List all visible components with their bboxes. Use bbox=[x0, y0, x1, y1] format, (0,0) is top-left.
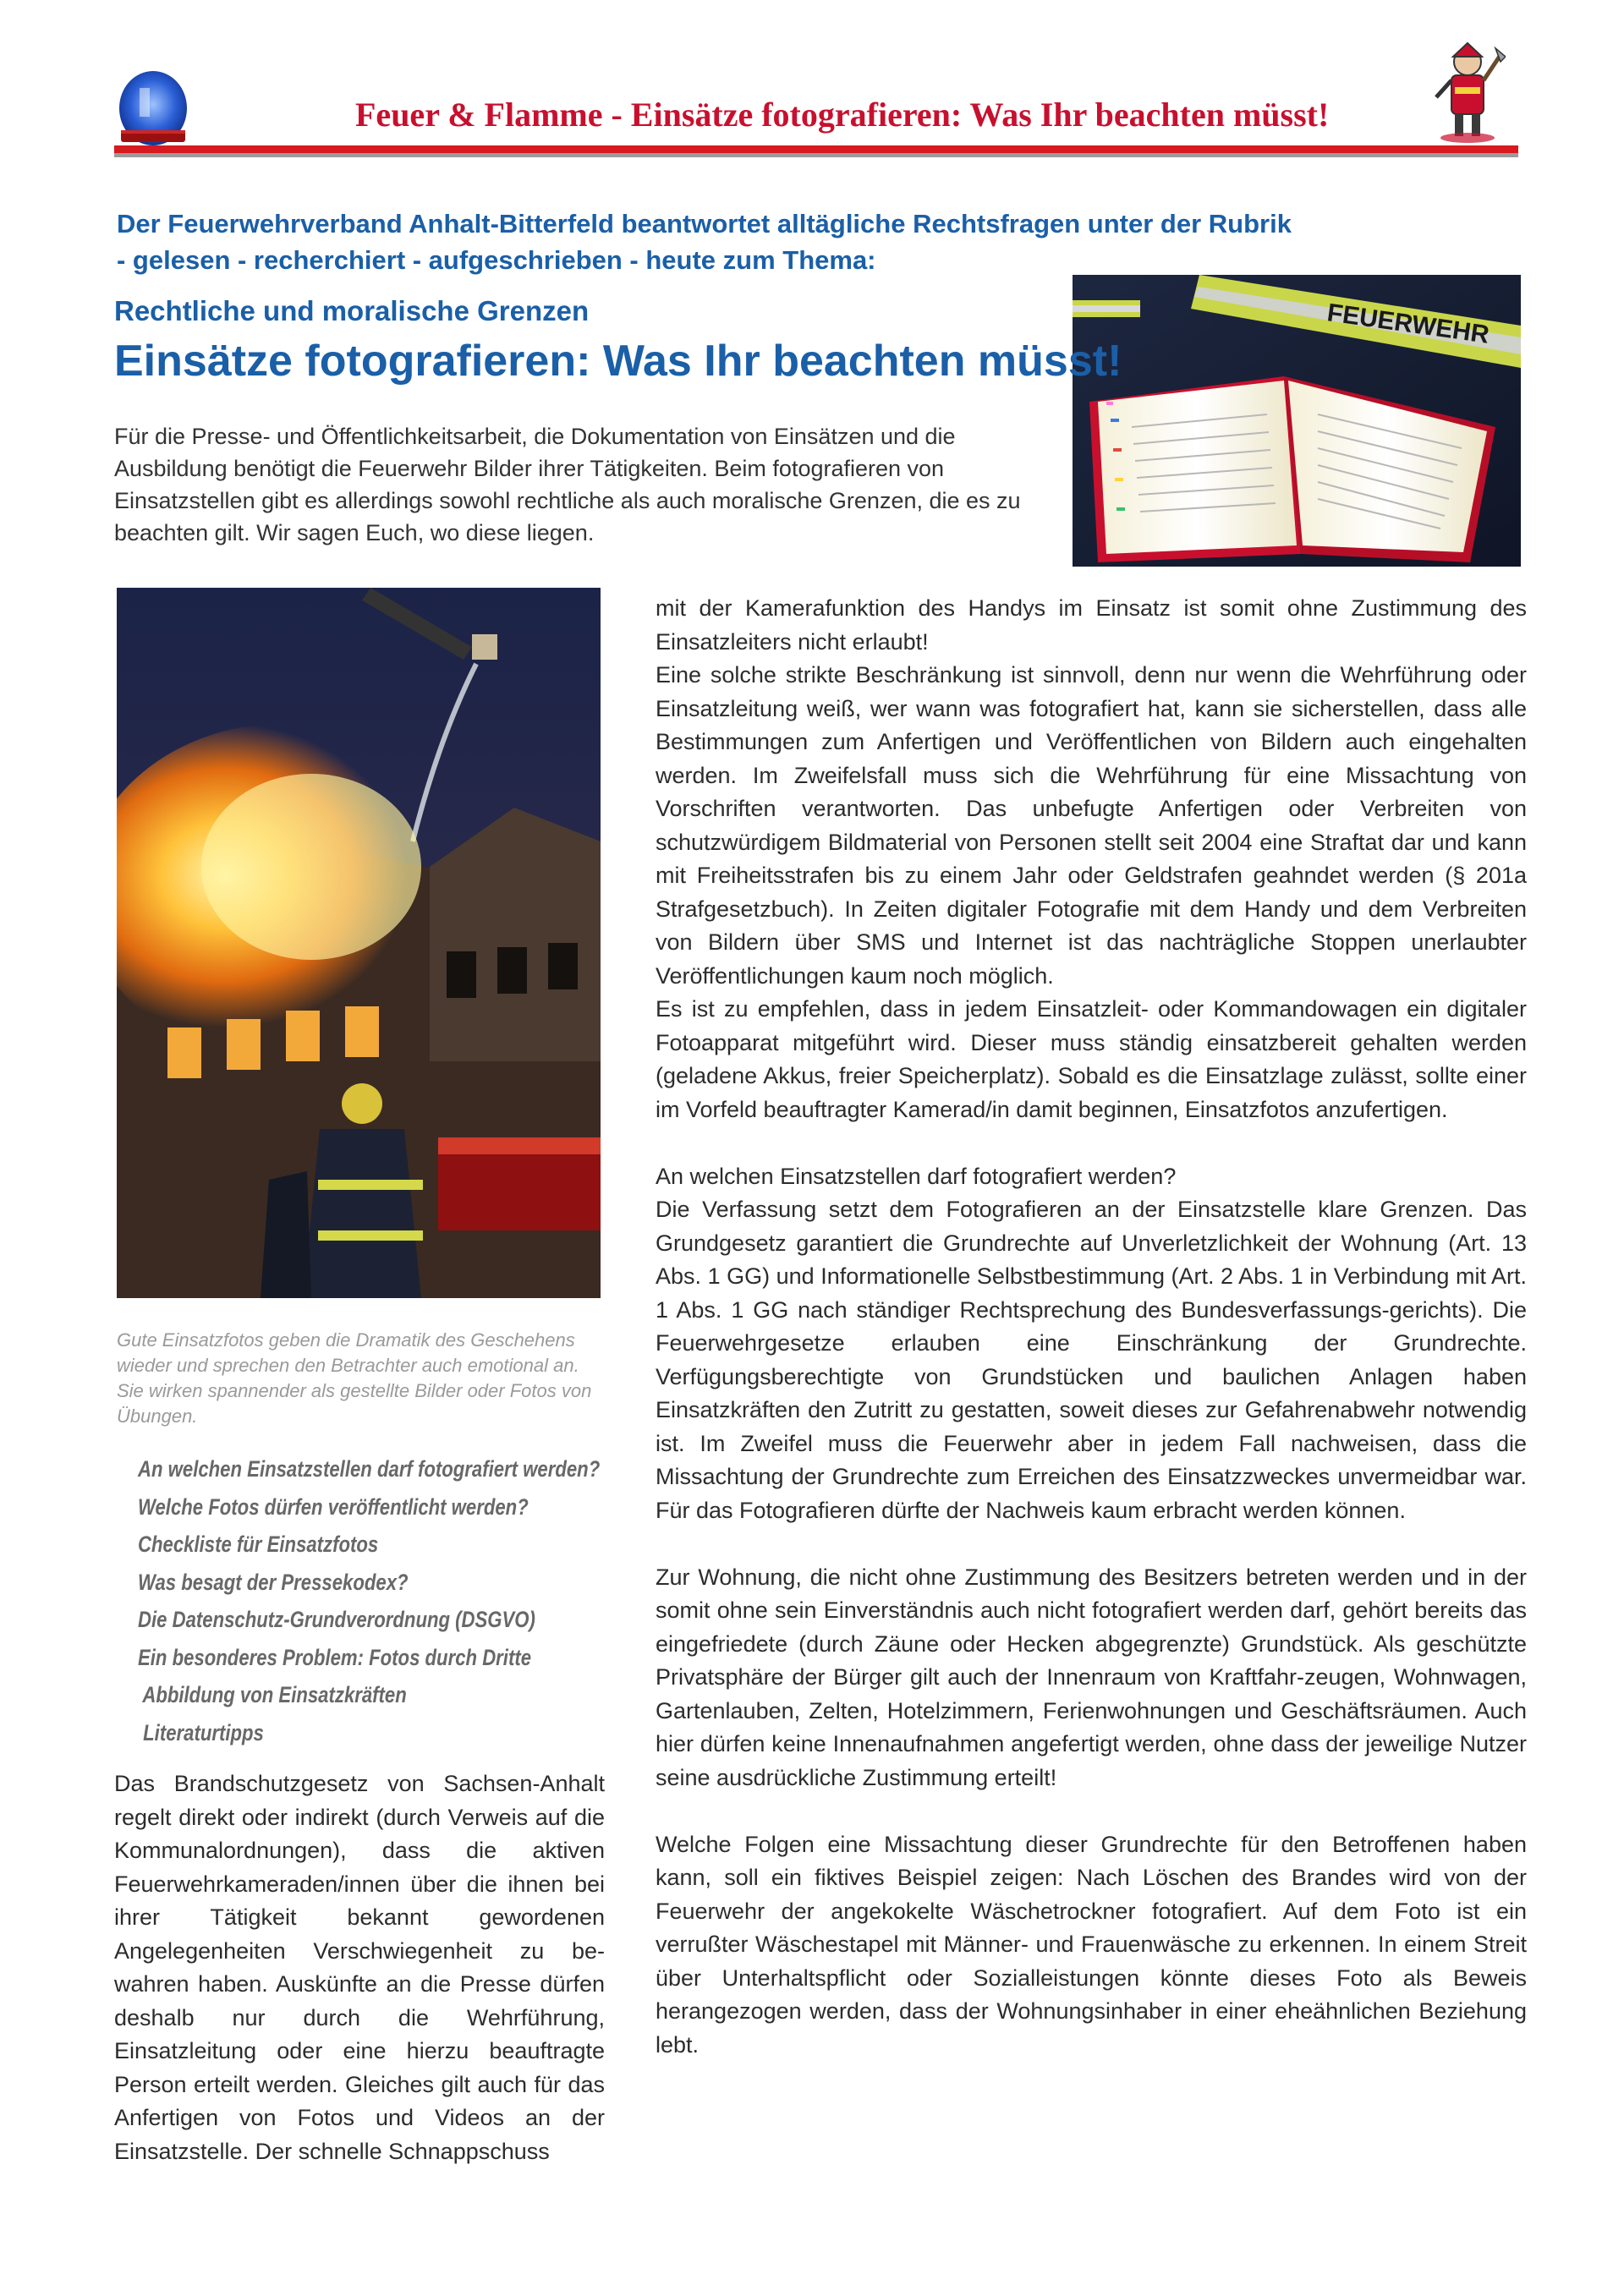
toc-item: Die Datenschutz-Grundverordnung (DSGVO) bbox=[138, 1607, 535, 1632]
toc-item: Literaturtipps bbox=[138, 1719, 264, 1745]
section-heading: An welchen Einsatzstellen darf fotografiert werden? bbox=[656, 1163, 1177, 1189]
right-paragraph-6: Welche Folgen eine Missachtung dieser Grundrechte für den Betroffenen haben kann, soll ein fiktives Beispiel zeigen: Nach Löschen des Brandes wird von der Feuerwehr der angekokelte Wäschetrockner fotografiert. Auf dem Foto ist ein verrußter Wäschestapel mit Männer- und Frauenwäsche zu erkennen. In einem Streit über Unterhaltspflicht oder Sozialleistungen könnte dieses Foto als Beweis herangezogen werden, dass der Wohnungsinhaber in einer eheähnlichen Beziehung lebt. bbox=[656, 1831, 1527, 2058]
header-title: Feuer & Flamme - Einsätze fotografieren: Was Ihr beachten müsst! bbox=[355, 96, 1330, 134]
uniform-law-book-photo bbox=[1073, 275, 1521, 567]
right-paragraph-5: Zur Wohnung, die nicht ohne Zustimmung des Besitzers betreten werden und in der somit ohne sein Einverständnis auch nicht fotografiert werden darf, gehört bereits das eingefriedete (durch Zäune oder Hecken abgegrenzte) Grundstück. Als geschützte Privatsphäre der Bürger gilt auch der Innenraum von Kraftfahr-zeugen, Wohnwagen, Gartenlauben, Zelten, Hotelzimmern, Ferienwohnungen und Geschäftsräumen. Auch hier dürfen keine Innenaufnahmen angefertigt werden, ohne dass der jeweilige Nutzer seine ausdrückliche Zustimmung erteilt! bbox=[656, 1564, 1527, 1790]
right-paragraph-1: mit der Kamerafunktion des Handys im Einsatz ist somit ohne Zustimmung des Einsatzleiters nicht erlaubt! bbox=[656, 595, 1527, 655]
table-of-contents bbox=[138, 1450, 645, 1751]
right-column-text bbox=[656, 592, 1527, 2062]
right-paragraph-3: Es ist zu empfehlen, dass in jedem Einsatzleit- oder Kommandowagen ein digitaler Fotoapparat mitgeführt wird. Dieser muss ständig einsatzbereit gehalten werden (geladene Akkus, freier Speicherplatz). Sobald es die Einsatzlage zulässt, sollte einer im Vorfeld beauftragter Kamerad/in damit beginnen, Einsatzfotos anzufertigen. bbox=[656, 996, 1527, 1122]
right-paragraph-4: Die Verfassung setzt dem Fotografieren an der Einsatzstelle klare Grenzen. Das Grundgesetz garantiert die Grundrechte auf Unverletzlichkeit der Wohnung (Art. 13 Abs. 1 GG) und Informationelle Selbstbestimmung (Art. 2 Abs. 1 in Verbindung mit Art. 1 Abs. 1 GG nach ständiger Rechtsprechung des Bundesverfassungs-gerichts). Die Feuerwehrgesetze erlauben eine Einschränkung der Grundrechte. Verfügungsberechtigte von Grundstücken und baulichen Anlagen haben Einsatzkräften den Zutritt zu gestatten, soweit dieses zur Gefahrenabwehr notwendig ist. Im Zweifel muss die Feuerwehr aber in jedem Fall nachweisen, dass die Missachtung der Grundrechte zum Erreichen des Einsatzzweckes unvermeidbar war. Für das Fotografieren dürfte der Nachweis kaum erbracht werden können. bbox=[656, 1197, 1527, 1523]
toc-item: Was besagt der Pressekodex? bbox=[138, 1569, 409, 1595]
toc-item: Checkliste für Einsatzfotos bbox=[138, 1532, 379, 1557]
left-column-text bbox=[114, 1767, 605, 2168]
toc-item: Ein besonderes Problem: Fotos durch Dritte bbox=[138, 1644, 532, 1670]
feuerwehr-badge-text: FEUERWEHR bbox=[1325, 299, 1491, 349]
header-rule-grey bbox=[114, 153, 1518, 157]
right-paragraph-2: Eine solche strikte Beschränkung ist sinnvoll, denn nur wenn die Wehrführung oder Einsatzleitung weiß, wer wann was fotografiert hat, kann sie sicherstellen, dass alle Bestimmungen zum Anfertigen und Veröffentlichen von Bildern auch eingehalten werden. Im Zweifelsfall muss sich die Wehrführung für eine Missachtung von Vorschriften verantworten. Das unbefugte Anfertigen oder Verbreiten von schutzwürdigem Bildmaterial von Personen stellt seit 2004 eine Straftat dar und kann mit Freiheitsstrafen bis zu einem Jahr oder Geldstrafen geahndet werden (§ 201a Strafgesetzbuch). In Zeiten digitaler Fotografie mit dem Handy und dem Verbreiten von Bildern über SMS und Internet ist das nachträgliche Stoppen unerlaubter Veröffentlichungen kaum noch möglich. bbox=[656, 662, 1527, 989]
photo-caption: Gute Einsatzfotos geben die Dramatik des Geschehens wieder und sprechen den Betrachter auch emotional an. Sie wirken spannender als gestellte Bilder oder Fotos von Übungen. bbox=[117, 1329, 592, 1427]
main-title: Einsätze fotografieren: Was Ihr beachten müsst! bbox=[114, 337, 1122, 386]
toc-item: An welchen Einsatzstellen darf fotografiert werden? bbox=[138, 1456, 601, 1482]
mascot-icon bbox=[1429, 38, 1506, 144]
toc-item: Welche Fotos dürfen veröffentlicht werden? bbox=[138, 1493, 529, 1520]
intro-line-1: Der Feuerwehrverband Anhalt-Bitterfeld beantwortet alltägliche Rechtsfragen unter der Rubrik bbox=[117, 209, 1292, 238]
left-paragraph: Das Brandschutzgesetz von Sachsen-Anhalt regelt direkt oder indirekt (durch Verweis auf die Kommunalordnungen), dass die aktiven Feuerwehrkameraden/innen über die ihnen bei ihrer Tätigkeit bekannt gewordenen Angelegenheiten Verschwiegenheit zu be-wahren haben. Auskünfte an die Presse dürfen deshalb nur durch die Wehrführung, Einsatzleitung oder eine hierzu beauftragte Person erteilt werden. Gleiches gilt auch für das Anfertigen von Fotos und Videos an der Einsatzstelle. Der schnelle Schnappschuss bbox=[114, 1771, 605, 2164]
house-fire-photo bbox=[117, 588, 601, 1298]
toc-item: Abbildung von Einsatzkräften bbox=[138, 1682, 407, 1707]
header-rule-red bbox=[114, 145, 1518, 153]
subtitle: Rechtliche und moralische Grenzen bbox=[114, 295, 590, 326]
lead-paragraph: Für die Presse- und Öffentlichkeitsarbeit, die Dokumentation von Einsätzen und die Ausbildung benötigt die Feuerwehr Bilder ihrer Tätigkeiten. Beim fotografieren von Einsatzstellen gibt es allerdings sowohl rechtliche als auch moralische Grenzen, die es zu beachten gilt. Wir sagen Euch, wo diese liegen. bbox=[114, 424, 1021, 545]
blue-beacon-icon bbox=[114, 68, 192, 149]
intro-line-2: - gelesen - recherchiert - aufgeschrieben - heute zum Thema: bbox=[117, 245, 876, 275]
